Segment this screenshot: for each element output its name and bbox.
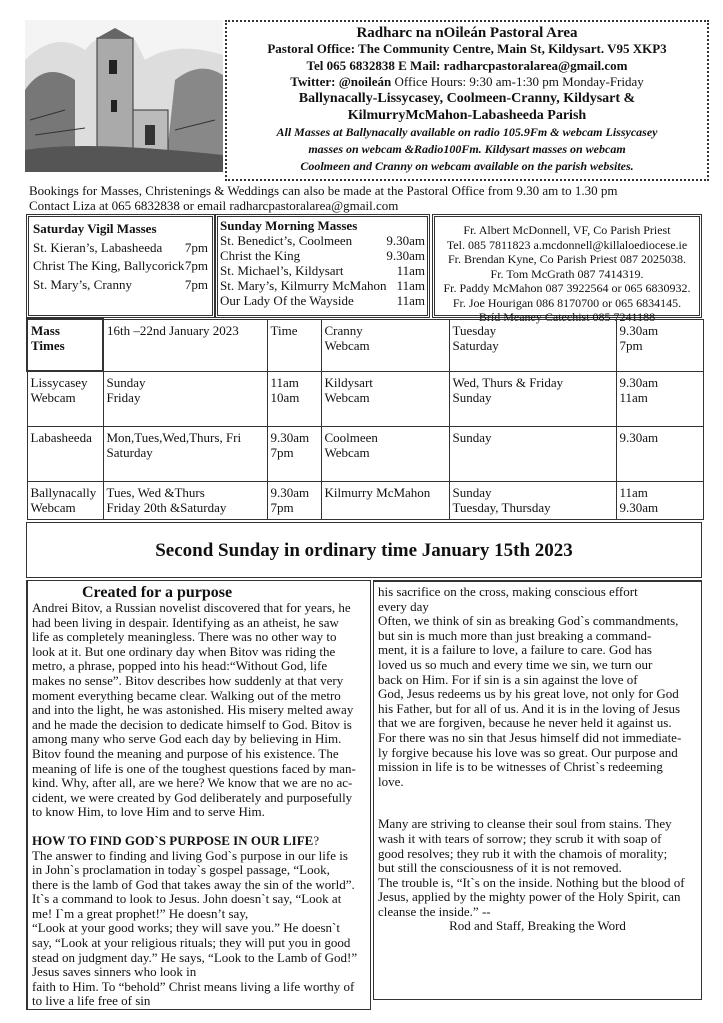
sunday-heading: Sunday Morning Masses bbox=[220, 218, 358, 233]
mass-table-cell: Cranny Webcam bbox=[321, 319, 449, 371]
clergy-line: Fr. Paddy McMahon 087 3922564 or 065 6830932. bbox=[443, 281, 691, 295]
mass-table-row bbox=[27, 319, 703, 371]
clergy-contacts bbox=[432, 214, 702, 324]
clergy-line: Fr. Brendan Kyne, Co Parish Priest 087 2025038. bbox=[448, 252, 686, 266]
mass-table-row bbox=[27, 426, 703, 481]
mass-times-table bbox=[26, 318, 704, 520]
article-paragraph: Many are striving to cleanse their soul from stains. They wash it with tears of sorrow; they scrub it with soap of good resolves; they rub it with the chamois of morality; but still the consciousness of it is not removed. The trouble is, “It`s on the inside. Nothing but the blood of Jesus, applied by the mighty power of the Holy Spirit, can cleanse the inside.” -- bbox=[378, 816, 685, 919]
clergy-line: Bríd Meaney Catechist 085 7241188 bbox=[478, 310, 656, 324]
mass-item bbox=[220, 278, 425, 293]
mass-table-cell: Mass Times bbox=[27, 319, 103, 371]
mass-table-cell: 9.30am 11am bbox=[616, 371, 703, 426]
mass-time: 11am bbox=[396, 278, 425, 293]
mass-table-cell: Sunday Friday bbox=[103, 371, 267, 426]
mass-table-cell: Sunday Tuesday, Thursday bbox=[449, 481, 616, 519]
mass-table-cell: 16th –22nd January 2023 bbox=[103, 319, 267, 371]
bookings-note: Bookings for Masses, Christenings & Weddings can also be made at the Pastoral Office from 9.30 am to 1.30 pm Contact Liza at 065 6832838 or email radharcpastoralarea@gmail.com bbox=[29, 183, 618, 213]
mass-table-row bbox=[27, 371, 703, 426]
clergy-line: Fr. Tom McGrath 087 7414319. bbox=[490, 266, 644, 281]
mass-place: St. Kieran’s, Labasheeda bbox=[33, 239, 163, 255]
mass-table-cell: Lissycasey Webcam bbox=[27, 371, 103, 426]
article-continued bbox=[373, 580, 702, 1000]
article-heading: Created for a purpose bbox=[82, 584, 233, 601]
mass-table-cell: 11am 10am bbox=[267, 371, 321, 426]
mass-table-cell: Wed, Thurs & Friday Sunday bbox=[449, 371, 616, 426]
mass-table-cell: 11am 9.30am bbox=[616, 481, 703, 519]
mass-table-cell: Tuesday Saturday bbox=[449, 319, 616, 371]
mass-item bbox=[220, 263, 425, 278]
mass-place: St. Mary’s, Cranny bbox=[33, 276, 132, 292]
article-paragraph: his sacrifice on the cross, making conscious effort every day Often, we think of sin as breaking God`s commandments, but sin is much more than just breaking a command- ment, it is a failure to love, a failure to care. God has loved us so much and every time we sin, we turn our back on Him. For if sin is a sin against the love of God, Jesus redeems us by his great love, not only for God his Father, but for all of us. And it is in the loving of Jesus that we are forgiven, because he never held it against us. For there was no sin that Jesus himself did not immediate- ly forgive because his love was so great. Our purpose and mission in life is to be witnesses of Christ`s redeeming love. bbox=[378, 584, 682, 789]
mass-table-cell: 9.30am 7pm bbox=[616, 319, 703, 371]
article-paragraph: Andrei Bitov, a Russian novelist discovered that for years, he had been living in despair. Identifying as an atheist, he saw life as completely meaningless. There was no other way to look at it. But one ordinary day when Bitov was riding the metro, a phrase, popped into his head:“Without God, life makes no sense”. Bitov describes how suddenly at that very moment everything became clear. Walking out of the metro and into the light, he was astonished. His misery melted away and he made the decision to dedicate himself to God. Bitov is among many who serve God each day by believing in Him. Bitov found the meaning and purpose of his existence. The meaning of life is one of the toughest questions faced by man- kind. Why, after all, are we here? We know that we are no ac- cident, we were created by God deliberately and purposefully to know Him, to love Him and to serve Him. bbox=[32, 600, 356, 820]
mass-place: Christ the King bbox=[220, 248, 301, 263]
mass-item bbox=[220, 233, 425, 248]
mass-item bbox=[33, 239, 208, 258]
mass-time: 11am bbox=[396, 293, 425, 308]
mass-place: St. Mary’s, Kilmurry McMahon bbox=[220, 278, 387, 293]
mass-time: 7pm bbox=[184, 276, 208, 292]
office-address: Pastoral Office: The Community Centre, Main St, Kildysart. V95 XKP3 bbox=[267, 41, 667, 57]
mass-time: 7pm bbox=[184, 239, 208, 255]
mass-table-cell: Sunday bbox=[449, 426, 616, 481]
mass-table-cell: Ballynacally Webcam bbox=[27, 481, 103, 519]
mass-time: 11am bbox=[396, 263, 425, 278]
mass-time: 9.30am bbox=[386, 248, 425, 263]
broadcast-info: All Masses at Ballynacally available on radio 105.9Fm & webcam Lissycasey masses on webcam &Radio100Fm. Kildysart masses on webcam Coolmeen and Cranny on webcam available on the parish websites. bbox=[276, 125, 658, 174]
saturday-heading: Saturday Vigil Masses bbox=[33, 221, 157, 236]
clergy-line: Tel. 085 7811823 a.mcdonnell@killaloediocese.ie bbox=[446, 237, 688, 252]
mass-item bbox=[33, 257, 208, 276]
mass-item bbox=[33, 276, 208, 295]
mass-table-cell: 9.30am 7pm bbox=[267, 426, 321, 481]
mass-table-row bbox=[27, 481, 703, 519]
article-subheading: HOW TO FIND GOD`S PURPOSE IN OUR LIFE bbox=[32, 832, 314, 848]
twitter-handle: Twitter: @noileán bbox=[290, 73, 392, 89]
saturday-vigil-masses bbox=[26, 214, 215, 318]
article-attribution: Rod and Staff, Breaking the Word bbox=[449, 918, 626, 934]
clergy-line: Fr. Albert McDonnell, VF, Co Parish Priest bbox=[463, 223, 671, 237]
mass-table-cell: 9.30am 7pm bbox=[267, 481, 321, 519]
mass-table-cell: Kildysart Webcam bbox=[321, 371, 449, 426]
subheading-mark: ? bbox=[313, 832, 320, 848]
parish-names: Ballynacally-Lissycasey, Coolmeen-Cranny, Kildysart & KilmurryMcMahon-Labasheeda Parish bbox=[298, 91, 636, 124]
twitter-hours-line bbox=[227, 74, 707, 90]
mass-place: Christ The King, Ballycorick bbox=[33, 258, 185, 273]
clergy-line: Fr. Joe Hourigan 086 8170700 or 065 6834145. bbox=[452, 295, 682, 310]
church-tower-sketch bbox=[25, 20, 223, 172]
office-contact: Tel 065 6832838 E Mail: radharcpastoralarea@gmail.com bbox=[306, 57, 628, 73]
mass-table-cell: Mon,Tues,Wed,Thurs, Fri Saturday bbox=[103, 426, 267, 481]
mass-table-cell: Time bbox=[267, 319, 321, 371]
mass-table-cell: Tues, Wed &Thurs Friday 20th &Saturday bbox=[103, 481, 267, 519]
sunday-banner: Second Sunday in ordinary time January 15th 2023 bbox=[26, 522, 702, 578]
mass-item bbox=[220, 293, 425, 308]
mass-table-cell: Kilmurry McMahon bbox=[321, 481, 449, 519]
article-created-for-a-purpose bbox=[26, 580, 371, 1010]
mass-table-cell: 9.30am bbox=[616, 426, 703, 481]
article-paragraph: The answer to finding and living God`s purpose in our life is in John`s proclamation in today`s gospel passage, “Look, there is the lamb of God that takes away the sin of the world”. It`s a command to look to Jesus. John doesn`t say, “Look at me! I`m a great prophet!” He doesn’t say, “Look at your good works; they will save you.” He doesn`t say, “Look at your religious rituals; they will put you in good stead on judgment day.” He says, “Look to the Lamb of God!” Jesus saves sinners who look in faith to Him. To “behold” Christ means living a life worthy of to live a life free of sin bbox=[32, 847, 358, 1009]
mass-table-cell: Coolmeen Webcam bbox=[321, 426, 449, 481]
office-hours: Office Hours: 9:30 am-1:30 pm Monday-Friday bbox=[391, 73, 644, 89]
mass-place: Our Lady Of the Wayside bbox=[220, 293, 354, 308]
mass-place: St. Benedict’s, Coolmeen bbox=[220, 233, 353, 248]
mass-table-cell: Labasheeda bbox=[27, 426, 103, 481]
area-title: Radharc na nOileán Pastoral Area bbox=[356, 25, 578, 41]
mass-time: 7pm bbox=[184, 258, 208, 273]
pastoral-area-header bbox=[225, 20, 709, 181]
sunday-morning-masses bbox=[215, 214, 430, 318]
mass-place: St. Michael’s, Kildysart bbox=[220, 263, 344, 278]
mass-item bbox=[220, 248, 425, 263]
mass-time: 9.30am bbox=[386, 233, 425, 248]
